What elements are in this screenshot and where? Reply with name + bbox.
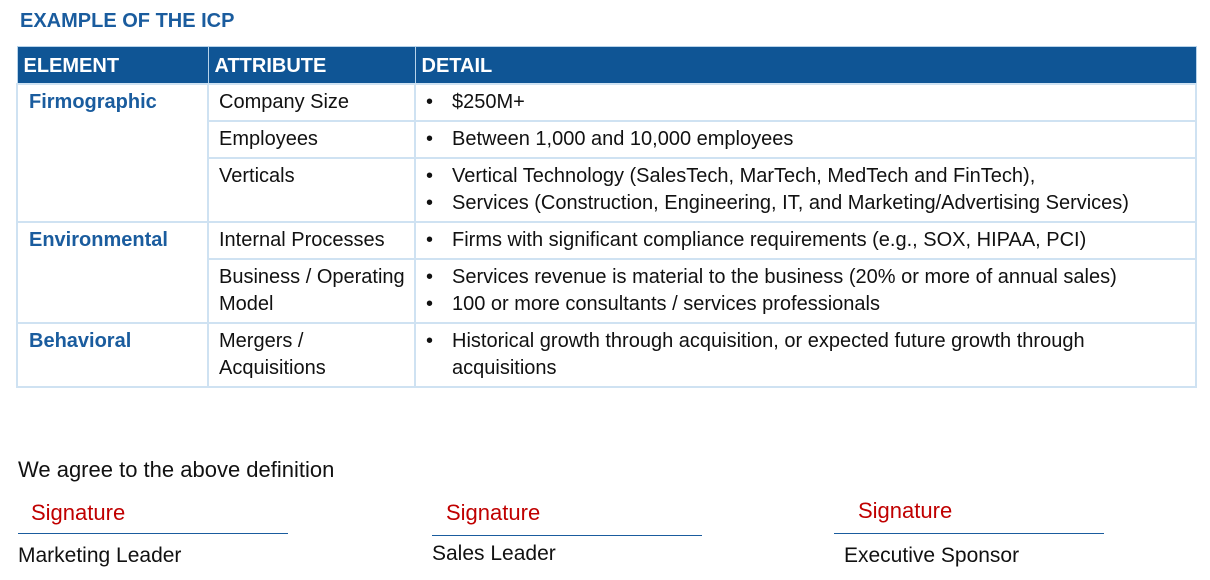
page-title: EXAMPLE OF THE ICP <box>20 10 235 32</box>
signature-line <box>834 533 1104 534</box>
role-marketing-leader: Marketing Leader <box>18 544 182 567</box>
icp-table <box>16 46 1197 388</box>
attribute-cell: Employees <box>208 121 415 158</box>
signature-sales[interactable]: Signature <box>446 500 541 525</box>
detail-bullet: • Vertical Technology (SalesTech, MarTech, MedTech and FinTech), <box>426 163 1189 190</box>
attribute-cell: Verticals <box>208 158 415 222</box>
detail-bullet: • Historical growth through acquisition, or expected future growth through acquisitions <box>426 328 1189 382</box>
element-behavioral: Behavioral <box>17 323 208 387</box>
signature-marketing[interactable]: Signature <box>31 500 126 525</box>
role-executive-sponsor: Executive Sponsor <box>844 544 1020 567</box>
table-row <box>17 222 1196 259</box>
table-header-row <box>17 47 1196 85</box>
detail-bullet: • Services revenue is material to the business (20% or more of annual sales) <box>426 264 1189 291</box>
detail-cell <box>415 158 1196 222</box>
role-sales-leader: Sales Leader <box>432 542 556 565</box>
attribute-cell: Company Size <box>208 84 415 121</box>
signature-line <box>18 533 288 534</box>
signature-line <box>432 535 702 536</box>
detail-cell <box>415 84 1196 121</box>
agreement-text: We agree to the above definition <box>18 457 335 482</box>
detail-bullet: • Between 1,000 and 10,000 employees <box>426 126 1189 153</box>
attribute-cell: Mergers / Acquisitions <box>208 323 415 387</box>
table-row <box>17 323 1196 387</box>
detail-cell <box>415 259 1196 323</box>
detail-bullet: • Firms with significant compliance requirements (e.g., SOX, HIPAA, PCI) <box>426 227 1189 254</box>
attribute-cell: Internal Processes <box>208 222 415 259</box>
header-detail: DETAIL <box>415 47 1196 85</box>
detail-bullet: • $250M+ <box>426 89 1189 116</box>
header-element: ELEMENT <box>17 47 208 85</box>
table-row <box>17 84 1196 121</box>
signature-executive[interactable]: Signature <box>858 498 953 523</box>
element-environmental: Environmental <box>17 222 208 323</box>
detail-bullet: • Services (Construction, Engineering, IT, and Marketing/Advertising Services) <box>426 190 1189 217</box>
detail-cell <box>415 121 1196 158</box>
header-attribute: ATTRIBUTE <box>208 47 415 85</box>
element-firmographic: Firmographic <box>17 84 208 222</box>
attribute-cell: Business / Operating Model <box>208 259 415 323</box>
detail-cell <box>415 323 1196 387</box>
detail-cell <box>415 222 1196 259</box>
detail-bullet: • 100 or more consultants / services professionals <box>426 291 1189 318</box>
